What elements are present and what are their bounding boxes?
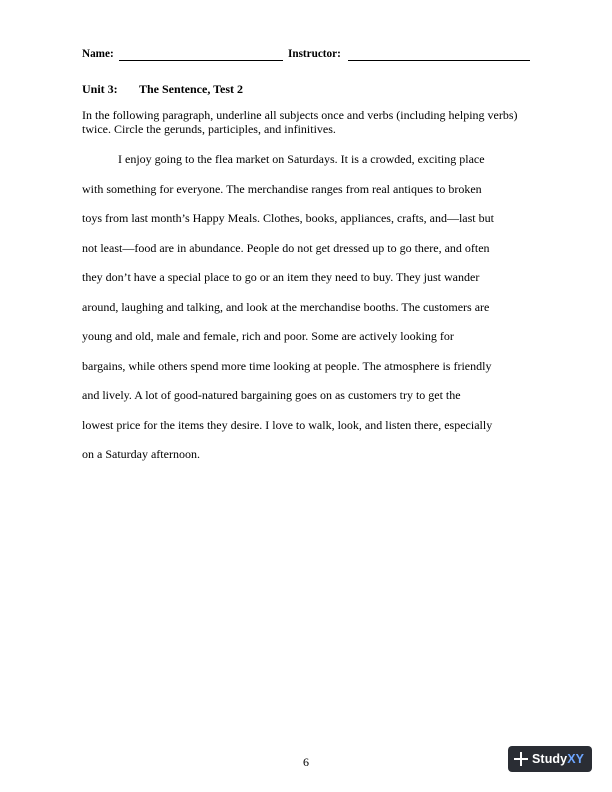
watermark-brand-accent: XY	[567, 752, 585, 766]
name-blank[interactable]	[119, 60, 283, 61]
instructor-blank[interactable]	[348, 60, 530, 61]
passage-line: they don’t have a special place to go or an item they need to buy. They just wander	[82, 270, 480, 284]
passage-line: around, laughing and talking, and look at the merchandise booths. The customers are	[82, 299, 490, 314]
studyxy-watermark[interactable]	[508, 746, 592, 772]
header-fields	[82, 48, 532, 64]
passage-line: toys from last month’s Happy Meals. Clothes, books, appliances, crafts, and—last but	[82, 211, 494, 225]
plus-icon	[514, 752, 528, 766]
unit-number: Unit 3:	[82, 82, 118, 96]
passage-line: on a Saturday afternoon.	[82, 447, 200, 461]
name-label: Name:	[82, 48, 114, 60]
passage-line: and lively. A lot of good-natured bargaining goes on as customers try to get the	[82, 388, 461, 402]
instructor-label: Instructor:	[288, 48, 341, 60]
passage-line: young and old, male and female, rich and poor. Some are actively looking for	[82, 329, 454, 343]
passage-line: with something for everyone. The merchandise ranges from real antiques to broken	[82, 181, 482, 196]
passage-line: not least—food are in abundance. People do not get dressed up to go there, and often	[82, 240, 490, 255]
page-number: 6	[303, 755, 309, 769]
instructions-text: In the following paragraph, underline all subjects once and verbs (including helping verbs) twice. Circle the gerunds, participles, and infinitives.	[82, 108, 518, 136]
watermark-brand	[532, 752, 584, 766]
passage-line: bargains, while others spend more time looking at people. The atmosphere is friendly	[82, 358, 492, 373]
passage-line: I enjoy going to the flea market on Saturdays. It is a crowded, exciting place	[118, 152, 485, 166]
passage	[82, 151, 532, 476]
unit-title: The Sentence, Test 2	[139, 82, 244, 96]
passage-line: lowest price for the items they desire. I love to walk, look, and listen there, especially	[82, 417, 493, 432]
watermark-brand-main: Study	[532, 752, 568, 766]
unit-heading	[82, 82, 243, 97]
